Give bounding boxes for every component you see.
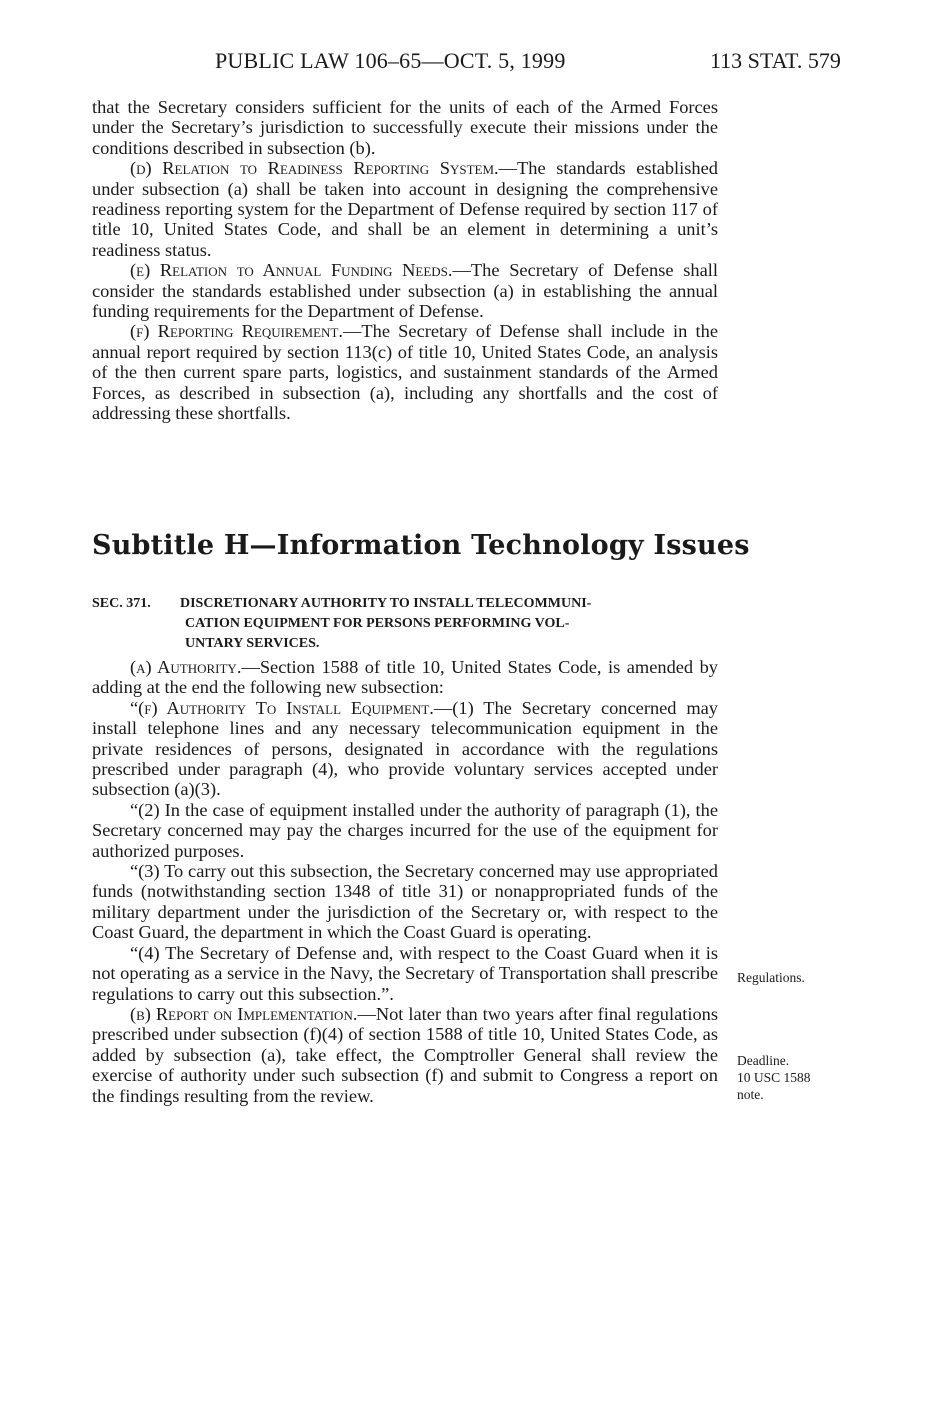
section-heading	[92, 594, 718, 654]
margin-note-regulations: Regulations.	[737, 970, 805, 985]
subtitle-heading: Subtitle H—Information Technology Issues	[92, 530, 750, 561]
page-header-title: PUBLIC LAW 106–65—OCT. 5, 1999	[215, 48, 566, 73]
section-title-line-1: DISCRETIONARY AUTHORITY TO INSTALL TELECOMMUNI-	[180, 596, 592, 611]
page-header-stat: 113 STAT. 579	[710, 48, 841, 73]
paragraph-f	[92, 321, 718, 423]
subsection-f-1	[92, 698, 718, 800]
paragraph-e-heading: (e) Relation to Annual Funding Needs.	[130, 260, 453, 281]
subsection-f-text: —(1) The Secretary concerned may install telephone lines and any necessary telecommunication equipment in the private residences of persons, designated in accordance with the regulations prescribed under paragraph (4), who provide voluntary services accepted under subsection (a)(3).	[92, 697, 719, 800]
paragraph-continuation: that the Secretary considers sufficient for the units of each of the Armed Forces under the Secretary’s jurisdiction to successfully execute their missions under the conditions described in subsection (b).	[92, 97, 718, 158]
subsection-f-heading: “(f) Authority To Install Equipment.	[130, 697, 434, 718]
paragraph-f-text: —The Secretary of Defense shall include in the annual report required by section 113(c) of title 10, United States Code, an analysis of the then current spare parts, logistics, and sustainment standards of the Armed Forces, as described in subsection (a), including any shortfalls and the cost of addressing these shortfalls.	[92, 321, 718, 424]
paragraph-e-text: —The Secretary of Defense shall consider the standards established under subsection (a) in establishing the annual funding requirements for the Department of Defense.	[92, 260, 718, 322]
subsection-b-text: —Not later than two years after final regulations prescribed under subsection (f)(4) of section 1588 of title 10, United States Code, as added by subsection (a), take effect, the Comptroller General shall review the exercise of authority under such subsection (f) and submit to Congress a report on the findings resulting from the review.	[92, 1003, 718, 1106]
section-title-line-3: UNTARY SERVICES.	[185, 636, 320, 651]
paragraph-d-heading: (d) Relation to Readiness Reporting System.	[130, 158, 499, 179]
subsection-a-heading: (a) Authority.	[130, 657, 242, 677]
paragraph-d-text: —The standards established under subsection (a) shall be taken into account in designing the comprehensive readiness reporting system for the Department of Defense required by section 117 of title 10, United States Code, and shall be an element in determining a unit’s readiness status.	[92, 158, 718, 260]
paragraph-d	[92, 158, 718, 260]
subsection-a-text: —Section 1588 of title 10, United States Code, is amended by adding at the end the following new subsection:	[92, 657, 718, 698]
subsection-b	[92, 1004, 718, 1106]
section-title-line-2: CATION EQUIPMENT FOR PERSONS PERFORMING VOL-	[185, 616, 570, 631]
subsection-a	[92, 657, 718, 698]
subsection-b-heading: (b) Report on Implementation.	[130, 1003, 358, 1024]
margin-note-note: note.	[737, 1087, 764, 1102]
margin-note-deadline: Deadline.	[737, 1053, 790, 1068]
body-text-section	[92, 657, 718, 1106]
section-number: SEC. 371.	[92, 596, 151, 611]
paragraph-e	[92, 260, 718, 321]
paragraph-4: “(4) The Secretary of Defense and, with respect to the Coast Guard when it is not operating as a service in the Navy, the Secretary of Transportation shall prescribe regulations to carry out this subsection.”.	[92, 942, 718, 1004]
body-text-top	[92, 97, 718, 424]
paragraph-f-heading: (f) Reporting Requirement.	[130, 321, 343, 342]
margin-note-usc: 10 USC 1588	[737, 1070, 811, 1085]
paragraph-3: “(3) To carry out this subsection, the Secretary concerned may use appropriated funds (notwithstanding section 1348 of title 31) or nonappropriated funds of the military department under the jurisdiction of the Secretary or, with respect to the Coast Guard, the department in which the Coast Guard is operating.	[92, 861, 718, 943]
paragraph-2: “(2) In the case of equipment installed under the authority of paragraph (1), the Secretary concerned may pay the charges incurred for the use of the equipment for authorized purposes.	[92, 799, 718, 861]
